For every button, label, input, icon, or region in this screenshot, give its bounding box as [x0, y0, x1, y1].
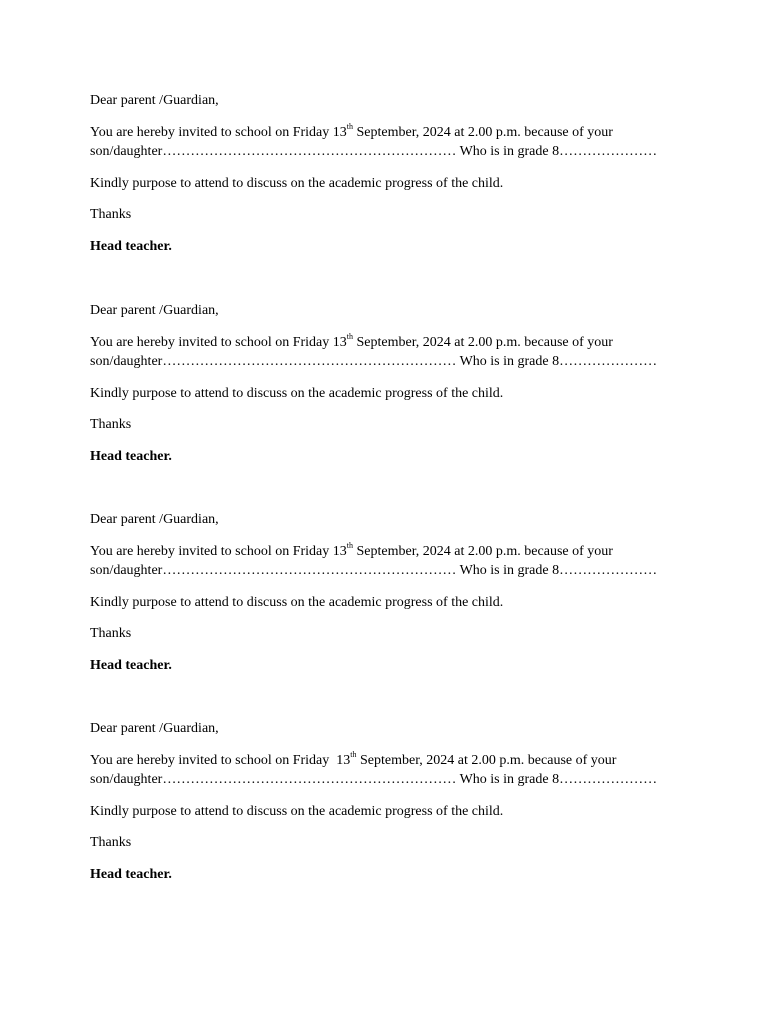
- ordinal-suffix: th: [346, 122, 353, 132]
- salutation: Dear parent /Guardian,: [90, 721, 219, 736]
- body-line-2: son/daughter……………………………………………………… Who is in grade 8…………………: [90, 563, 658, 578]
- signature: Head teacher.: [90, 449, 172, 464]
- body-line-1-pre: You are hereby invited to school on Friday 13: [90, 335, 347, 350]
- salutation: Dear parent /Guardian,: [90, 93, 219, 108]
- ordinal-suffix: th: [346, 541, 353, 551]
- ordinal-suffix: th: [350, 750, 357, 760]
- body-line-1-pre: You are hereby invited to school on Friday 13: [90, 125, 347, 140]
- ordinal-suffix: th: [346, 332, 353, 342]
- thanks-text: Thanks: [90, 626, 132, 641]
- body-line-2: son/daughter……………………………………………………… Who is in grade 8…………………: [90, 772, 658, 787]
- purpose-text: Kindly purpose to attend to discuss on the academic progress of the child.: [90, 595, 504, 610]
- purpose-text: Kindly purpose to attend to discuss on the academic progress of the child.: [90, 804, 504, 819]
- body-line-1-post: September, 2024 at 2.00 p.m. because of your: [353, 125, 613, 140]
- purpose-text: Kindly purpose to attend to discuss on the academic progress of the child.: [90, 176, 504, 191]
- thanks-text: Thanks: [90, 835, 132, 850]
- body-line-2: son/daughter……………………………………………………… Who is in grade 8…………………: [90, 144, 658, 159]
- salutation: Dear parent /Guardian,: [90, 303, 219, 318]
- purpose-text: Kindly purpose to attend to discuss on the academic progress of the child.: [90, 386, 504, 401]
- signature: Head teacher.: [90, 239, 172, 254]
- body-line-1: [90, 123, 613, 142]
- body-line-1: [90, 751, 616, 770]
- thanks-text: Thanks: [90, 417, 132, 432]
- body-line-1-pre: You are hereby invited to school on Friday 13: [90, 544, 347, 559]
- salutation: Dear parent /Guardian,: [90, 512, 219, 527]
- thanks-text: Thanks: [90, 207, 132, 222]
- body-line-1: [90, 542, 613, 561]
- body-line-1-post: September, 2024 at 2.00 p.m. because of your: [353, 544, 613, 559]
- signature: Head teacher.: [90, 658, 172, 673]
- body-line-1-post: September, 2024 at 2.00 p.m. because of your: [353, 335, 613, 350]
- body-line-1-pre: You are hereby invited to school on Friday 13: [90, 753, 351, 768]
- body-line-2: son/daughter……………………………………………………… Who is in grade 8…………………: [90, 354, 658, 369]
- body-line-1: [90, 333, 613, 352]
- signature: Head teacher.: [90, 867, 172, 882]
- body-line-1-post: September, 2024 at 2.00 p.m. because of your: [356, 753, 617, 768]
